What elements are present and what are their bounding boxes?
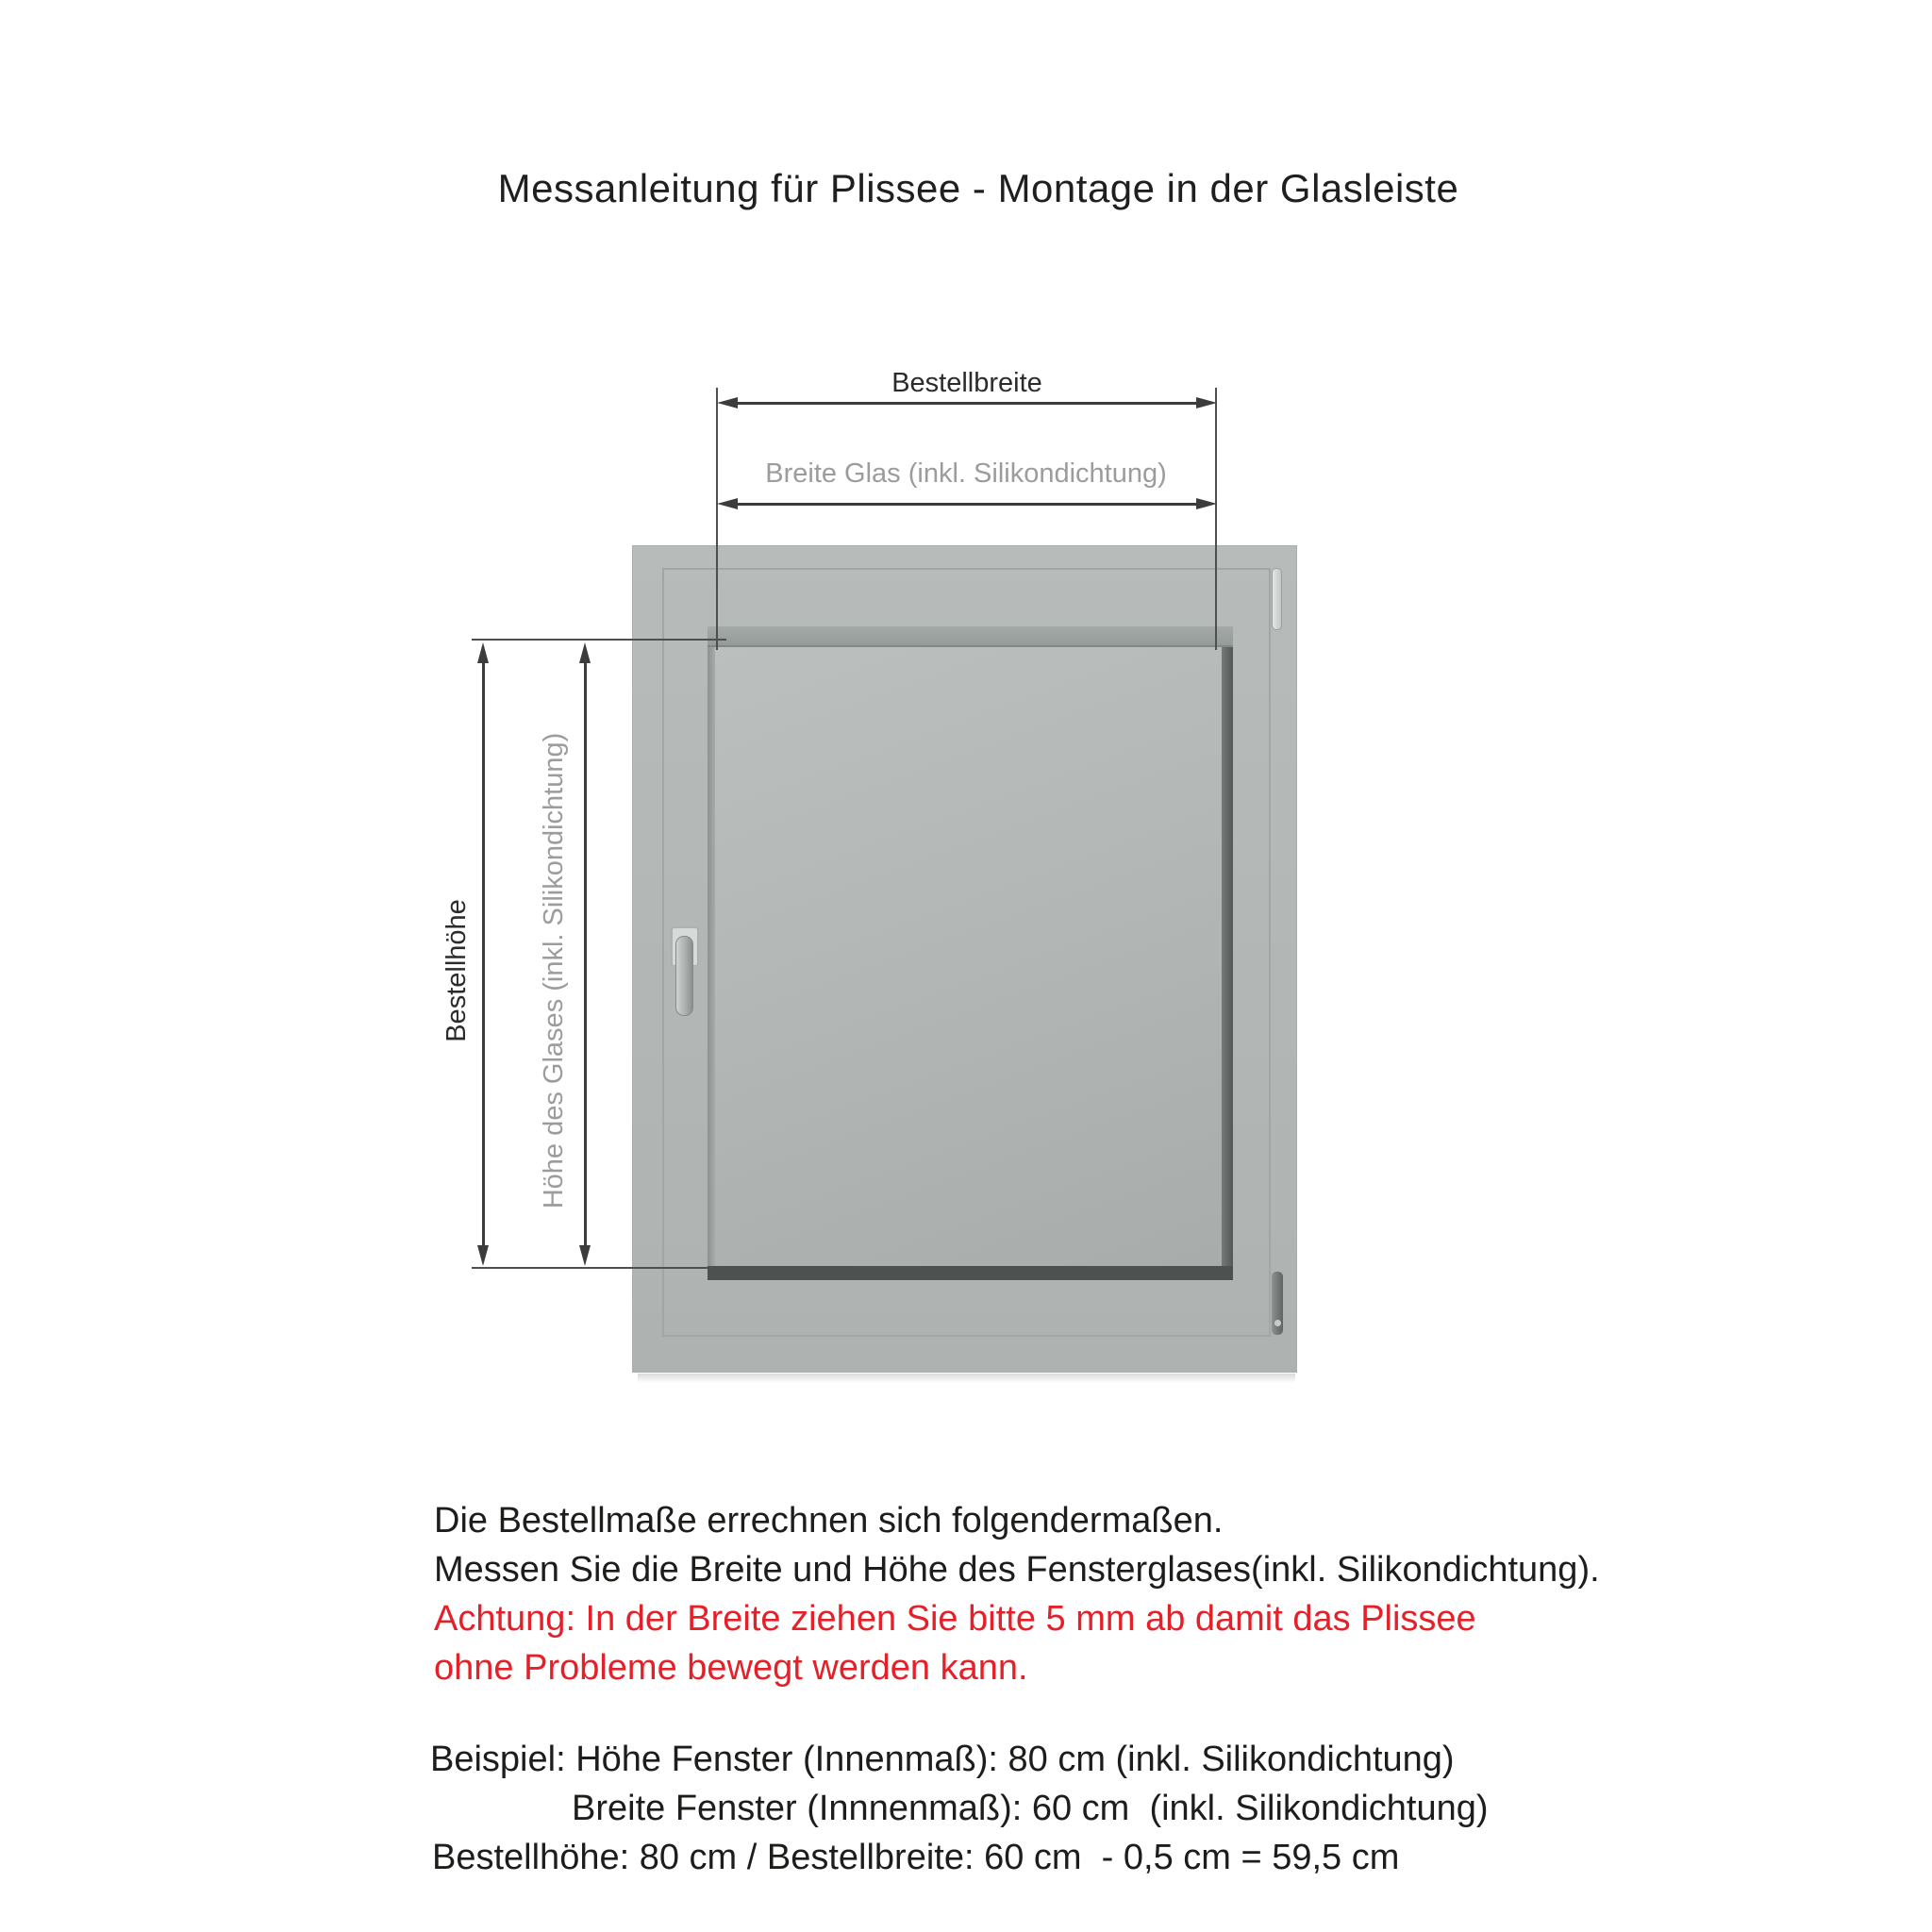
example-line-2: Breite Fenster (Innnenmaß): 60 cm (inkl. Silikondichtung) (572, 1789, 1489, 1828)
dimension-line (728, 503, 1206, 506)
instruction-line-1: Die Bestellmaße errechnen sich folgendermaßen. (434, 1501, 1224, 1541)
arrowhead-right-icon (1196, 397, 1217, 408)
example-line-3: Bestellhöhe: 80 cm / Bestellbreite: 60 cm - 0,5 cm = 59,5 cm (432, 1838, 1400, 1877)
extension-line-glass-top (472, 639, 726, 641)
glazing-top-bead (708, 626, 1233, 647)
dimension-line (584, 658, 587, 1251)
glass-width-label: Breite Glas (inkl. Silikondichtung) (765, 458, 1167, 489)
example-line-1: Beispiel: Höhe Fenster (Innenmaß): 80 cm (inkl. Silikondichtung) (430, 1740, 1455, 1779)
arrowhead-right-icon (1196, 498, 1217, 509)
dimension-line (482, 658, 485, 1251)
order-width-label: Bestellbreite (891, 368, 1042, 398)
arrowhead-down-icon (579, 1245, 591, 1266)
arrowhead-up-icon (579, 642, 591, 663)
instruction-line-2: Messen Sie die Breite und Höhe des Fensterglases(inkl. Silikondichtung). (434, 1550, 1600, 1590)
glazing-bottom-bead (708, 1266, 1233, 1280)
arrowhead-up-icon (477, 642, 489, 663)
dimension-line (728, 402, 1206, 405)
hinge-top-icon (1272, 568, 1282, 630)
extension-line-glass-bottom (472, 1267, 720, 1269)
extension-line-glass-right (1215, 388, 1217, 650)
arrowhead-left-icon (717, 498, 738, 509)
window-glass (715, 647, 1222, 1266)
glazing-right-bead (1222, 647, 1233, 1266)
glass-height-label: Höhe des Glases (inkl. Silikondichtung) (539, 732, 569, 1209)
window-shadow (638, 1374, 1295, 1383)
page-title: Messanleitung für Plissee - Montage in der Glasleiste (497, 166, 1459, 210)
hinge-pin-icon (1274, 1320, 1281, 1326)
arrowhead-left-icon (717, 397, 738, 408)
window-handle-icon (675, 936, 693, 1016)
extension-line-glass-left (716, 388, 718, 650)
glazing-left-bead (708, 647, 715, 1266)
order-height-label: Bestellhöhe (441, 899, 472, 1042)
arrowhead-down-icon (477, 1245, 489, 1266)
warning-line-2: ohne Probleme bewegt werden kann. (434, 1648, 1028, 1688)
warning-line-1: Achtung: In der Breite ziehen Sie bitte 5 mm ab damit das Plissee (434, 1599, 1476, 1639)
